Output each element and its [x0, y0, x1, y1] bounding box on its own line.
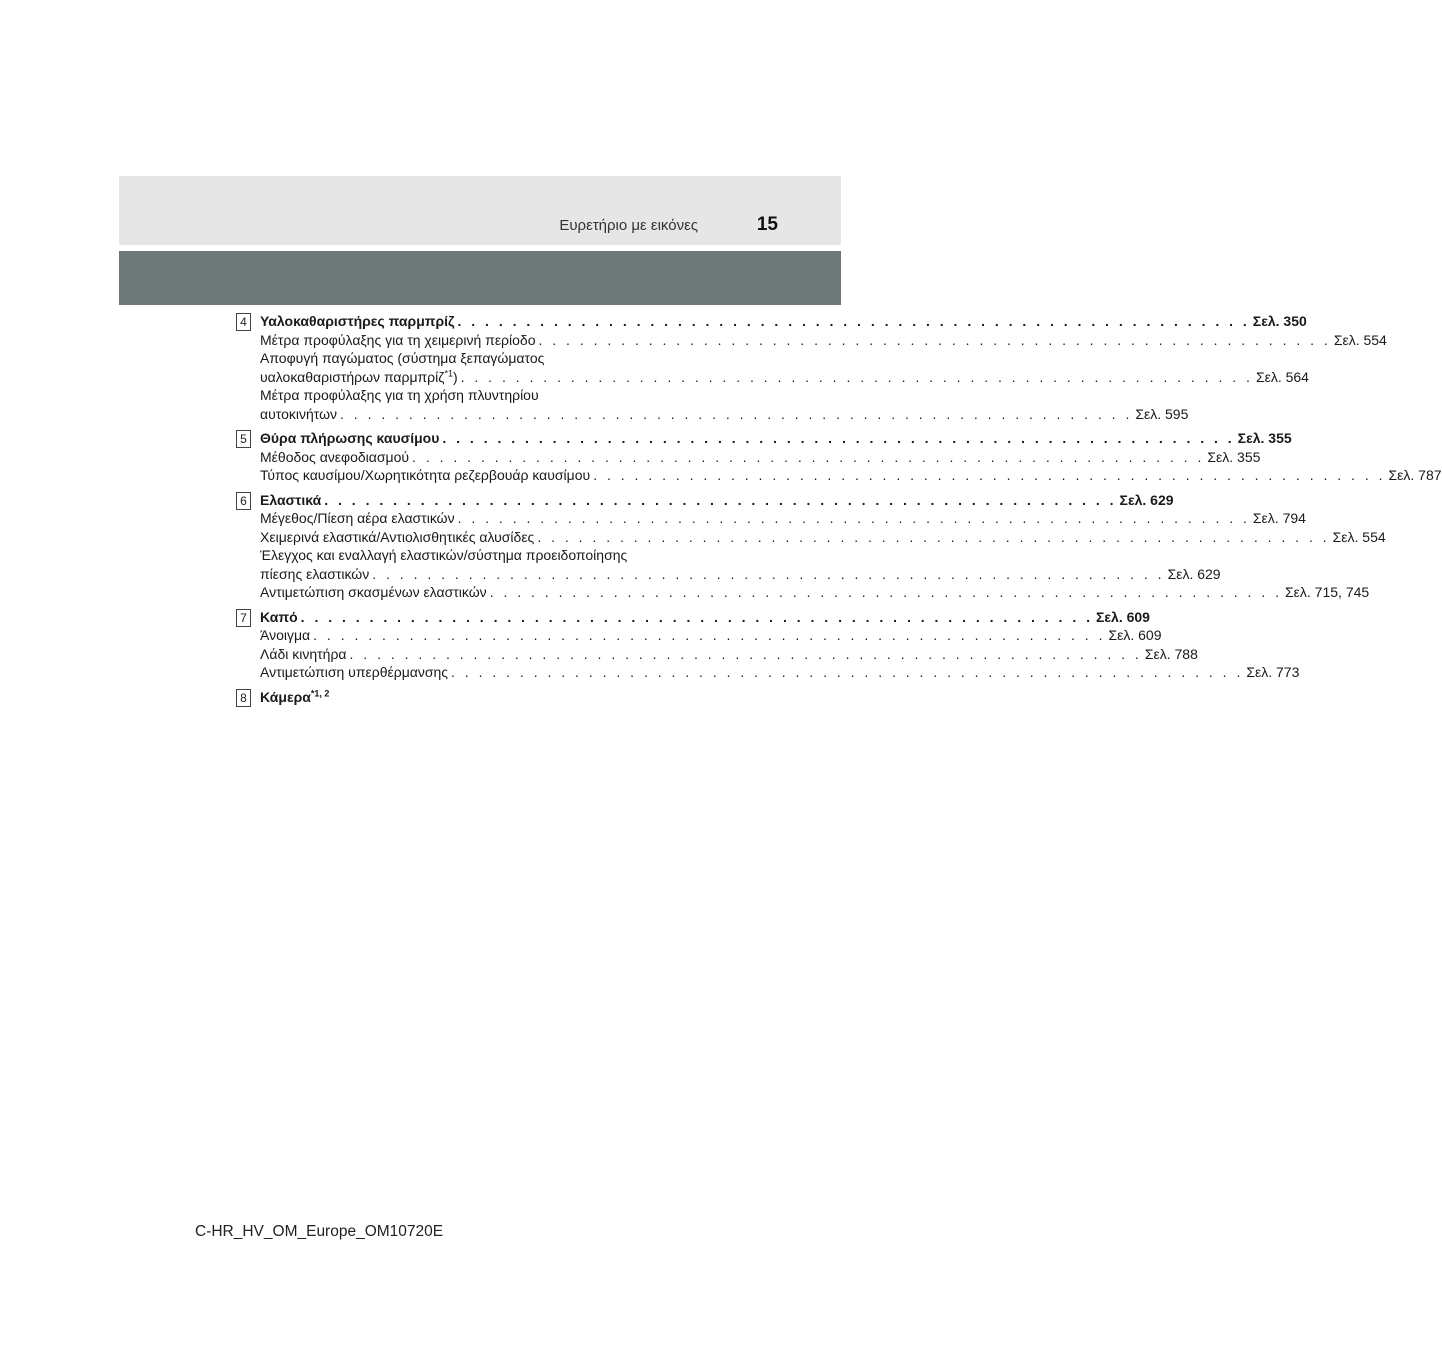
item-label-line1: Μέτρα προφύλαξης για τη χρήση πλυντηρίου [260, 387, 539, 403]
heading-label: Καπό [260, 608, 298, 625]
item-label: Χειμερινά ελαστικά/Αντιολισθητικές αλυσίδες [260, 528, 535, 545]
index-section-wipers [236, 312, 1387, 423]
page-ref: Σελ. 787 [1388, 467, 1442, 483]
heading-label: Κάμερα$^{*1, 2}$ [260, 687, 330, 705]
leader-dots: . . . . . . . . . . . . . . . . . . . . . . . . . . . . . . . . . . . . . . . . . . . . . . . . . . . . . . . . . . [300, 608, 1093, 625]
page-ref: Σελ. 609 [1095, 608, 1150, 625]
leader-dots: . . . . . . . . . . . . . . . . . . . . . . . . . . . . . . . . . . . . . . . . . . . . . . . . . . . . . . . . . . [593, 467, 1386, 483]
index-item[interactable] [260, 331, 1387, 350]
index-item[interactable] [260, 645, 1198, 664]
item-label: Τύπος καυσίμου/Χωρητικότητα ρεζερβουάρ καυσίμου [260, 467, 591, 483]
page-ref: Σελ. 773 [1246, 664, 1300, 680]
item-label: αυτοκινήτων [260, 405, 338, 422]
page-ref: Σελ. 629 [1167, 565, 1221, 582]
item-label: Μέθοδος ανεφοδιασμού [260, 448, 410, 465]
index-heading[interactable] [260, 608, 1150, 627]
illustrated-index [236, 312, 1442, 712]
index-item[interactable] [260, 466, 1442, 485]
item-label: Μέγεθος/Πίεση αέρα ελαστικών [260, 510, 455, 526]
index-heading[interactable] [260, 312, 1307, 331]
index-item[interactable] [260, 583, 1370, 602]
section-number: 5 [236, 430, 251, 448]
page-ref: Σελ. 794 [1252, 510, 1306, 526]
header-band [119, 176, 841, 245]
index-item[interactable] [260, 405, 1189, 424]
leader-dots: . . . . . . . . . . . . . . . . . . . . . . . . . . . . . . . . . . . . . . . . . . . . . . . . . . . . . . . . . . [313, 627, 1106, 643]
leader-dots: . . . . . . . . . . . . . . . . . . . . . . . . . . . . . . . . . . . . . . . . . . . . . . . . . . . . . . . . . . [372, 565, 1165, 582]
item-label: υαλοκαθαριστήρων παρμπρίζ$^{*1}$) [260, 367, 458, 385]
item-label: Αντιμετώπιση σκασμένων ελαστικών [260, 584, 487, 600]
page-ref: Σελ. 788 [1144, 645, 1198, 662]
leader-dots: . . . . . . . . . . . . . . . . . . . . . . . . . . . . . . . . . . . . . . . . . . . . . . . . . . . . . . . . . . [460, 368, 1253, 385]
leader-dots: . . . . . . . . . . . . . . . . . . . . . . . . . . . . . . . . . . . . . . . . . . . . . . . . . . . . . . . . . . [451, 664, 1244, 680]
page-ref: Σελ. 554 [1333, 331, 1387, 348]
section-title: Ευρετήριο με εικόνες [559, 217, 698, 234]
leader-dots: . . . . . . . . . . . . . . . . . . . . . . . . . . . . . . . . . . . . . . . . . . . . . . . . . . . . . . . . . . [457, 313, 1250, 329]
page-number: 15 [756, 214, 778, 235]
page-ref: Σελ. 564 [1255, 368, 1309, 385]
leader-dots: . . . . . . . . . . . . . . . . . . . . . . . . . . . . . . . . . . . . . . . . . . . . . . . . . . . . . . . . . . [457, 510, 1250, 526]
index-item[interactable] [260, 367, 1309, 387]
heading-label: Υαλοκαθαριστήρες παρμπρίζ [260, 313, 455, 329]
index-item[interactable] [260, 565, 1221, 584]
index-item[interactable] [260, 663, 1300, 682]
header-dark-band [119, 251, 841, 305]
leader-dots: . . . . . . . . . . . . . . . . . . . . . . . . . . . . . . . . . . . . . . . . . . . . . . . . . . . . . . . . . . [489, 584, 1282, 600]
page-ref: Σελ. 554 [1332, 528, 1386, 545]
index-section-fuel-door [236, 429, 1442, 485]
leader-dots: . . . . . . . . . . . . . . . . . . . . . . . . . . . . . . . . . . . . . . . . . . . . . . . . . . . . . . . . . . [538, 331, 1331, 348]
index-item[interactable] [260, 626, 1162, 645]
section-number: 4 [236, 313, 251, 331]
index-heading[interactable] [260, 429, 1292, 448]
section-number: 7 [236, 609, 251, 627]
index-section-tires [236, 491, 1386, 602]
item-label: Λάδι κινητήρα [260, 645, 347, 662]
leader-dots: . . . . . . . . . . . . . . . . . . . . . . . . . . . . . . . . . . . . . . . . . . . . . . . . . . . . . . . . . . [324, 491, 1117, 508]
leader-dots: . . . . . . . . . . . . . . . . . . . . . . . . . . . . . . . . . . . . . . . . . . . . . . . . . . . . . . . . . . [349, 645, 1142, 662]
page-ref: Σελ. 629 [1119, 491, 1174, 508]
document-code: C-HR_HV_OM_Europe_OM10720E [195, 1223, 444, 1240]
heading-label: Θύρα πλήρωσης καυσίμου [260, 430, 440, 446]
item-label: Αντιμετώπιση υπερθέρμανσης [260, 664, 449, 680]
footnote-marker: *1, 2 [310, 687, 330, 698]
item-label-line1: Έλεγχος και εναλλαγή ελαστικών/σύστημα προειδοποίησης [260, 547, 628, 563]
item-label-line1: Αποφυγή παγώματος (σύστημα ξεπαγώματος [260, 350, 545, 366]
index-heading[interactable] [260, 688, 722, 707]
index-section-hood [236, 608, 1300, 682]
index-heading[interactable] [260, 491, 1174, 510]
page-ref: Σελ. 355 [1207, 448, 1261, 465]
page-ref: Σελ. 350 [1252, 313, 1307, 329]
item-label: Άνοιγμα [260, 627, 311, 643]
page-ref: Σελ. 595 [1135, 405, 1189, 422]
item-label: Μέτρα προφύλαξης για τη χειμερινή περίοδο [260, 331, 536, 348]
page-ref: Σελ. 355 [1237, 430, 1292, 446]
item-label: πίεσης ελαστικών [260, 565, 370, 582]
section-number: 6 [236, 492, 251, 510]
index-section-camera [236, 688, 722, 707]
leader-dots: . . . . . . . . . . . . . . . . . . . . . . . . . . . . . . . . . . . . . . . . . . . . . . . . . . . . . . . . . . [340, 405, 1133, 422]
leader-dots: . . . . . . . . . . . . . . . . . . . . . . . . . . . . . . . . . . . . . . . . . . . . . . . . . . . . . . . . . . [537, 528, 1330, 545]
leader-dots: . . . . . . . . . . . . . . . . . . . . . . . . . . . . . . . . . . . . . . . . . . . . . . . . . . . . . . . . . . [412, 448, 1205, 465]
heading-label: Ελαστικά [260, 491, 322, 508]
index-item[interactable] [260, 509, 1306, 528]
page-ref: Σελ. 715, 745 [1285, 584, 1370, 600]
index-item[interactable] [260, 528, 1386, 547]
footnote-marker: *1 [444, 367, 453, 378]
page-ref: Σελ. 609 [1108, 627, 1162, 643]
section-number: 8 [236, 689, 251, 707]
leader-dots: . . . . . . . . . . . . . . . . . . . . . . . . . . . . . . . . . . . . . . . . . . . . . . . . . . . . . . . . . . [442, 430, 1235, 446]
index-item[interactable] [260, 448, 1261, 467]
